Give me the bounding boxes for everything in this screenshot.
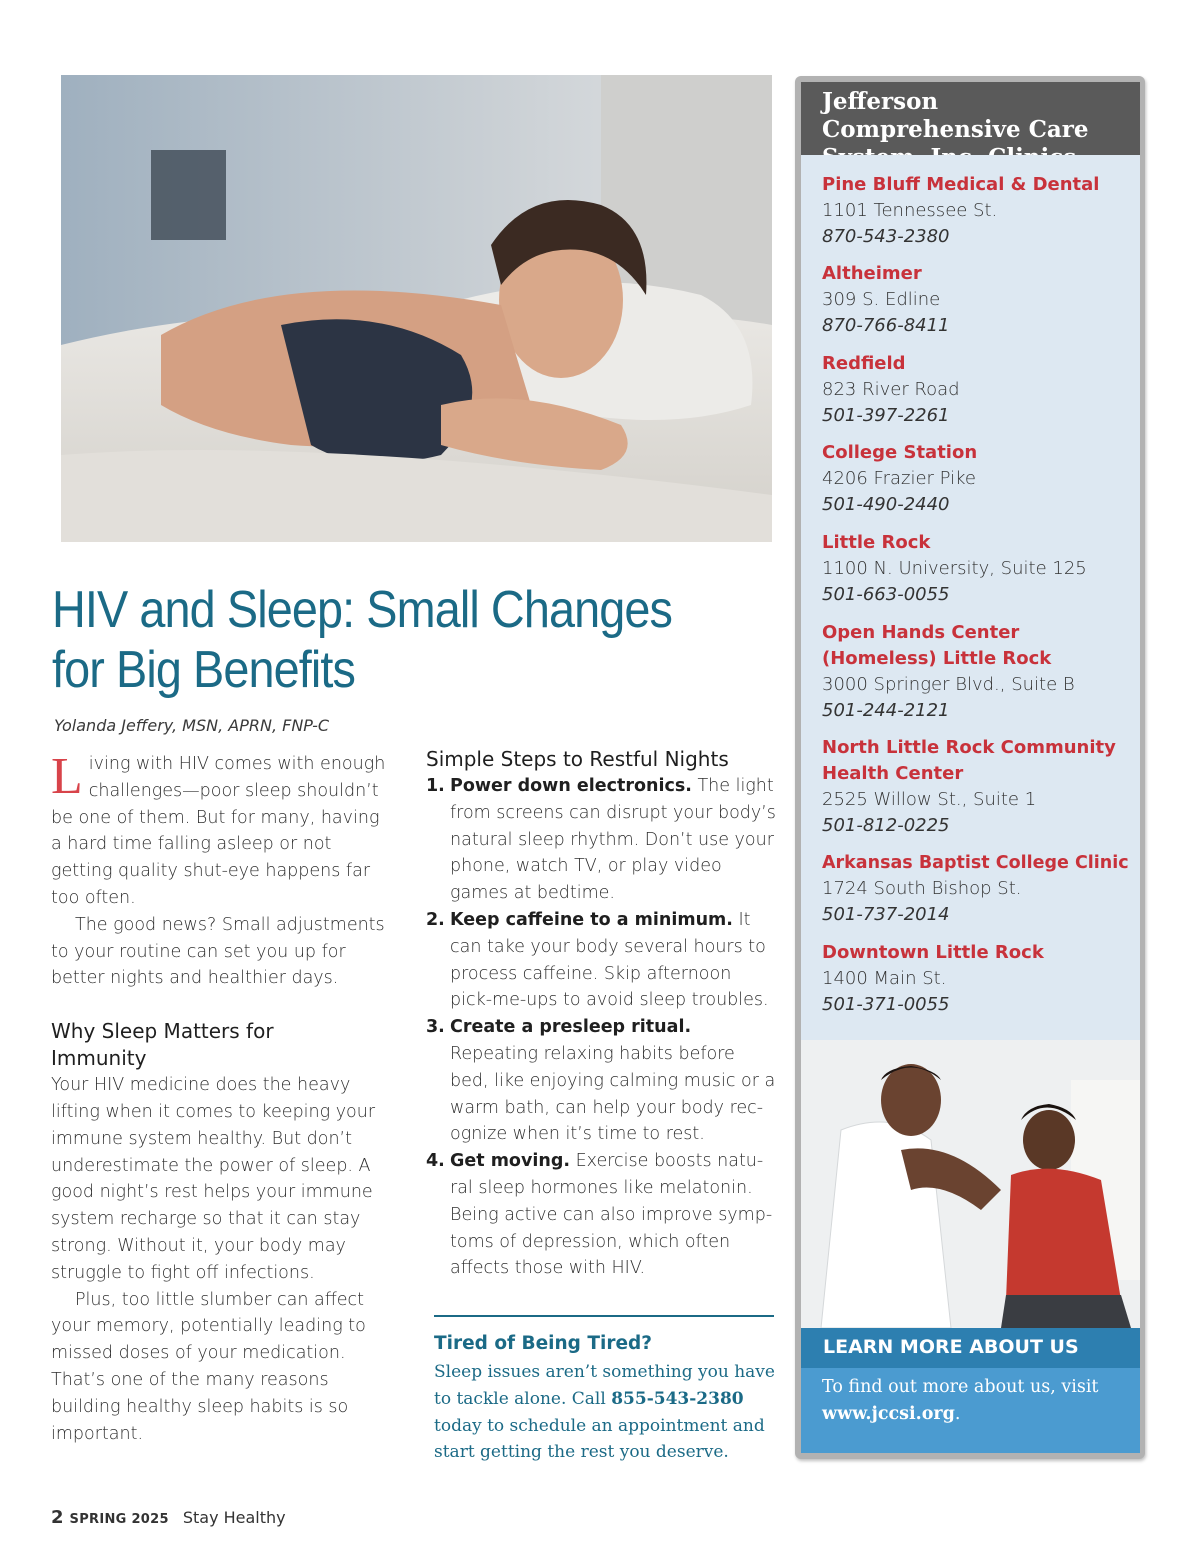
clinic-entry bbox=[822, 620, 1075, 724]
clinic-address: 309 S. Edline bbox=[822, 289, 941, 310]
learn-more-title: LEARN MORE ABOUT US bbox=[823, 1336, 1079, 1358]
clinic-name: Redfield bbox=[822, 353, 906, 374]
clinic-phone[interactable]: 870-766-8411 bbox=[822, 315, 950, 336]
clinic-phone[interactable]: 501-244-2121 bbox=[822, 700, 950, 721]
clinic-address: 2525 Willow St., Suite 1 bbox=[822, 789, 1037, 810]
immunity-paragraph-1: Your HIV medicine does the heavy lifting when it comes to keeping your immune system healthy. But don’t underestimate the power of sleep. A good night’s rest helps your immune system recharge so that it can stay strong. Without it, your body may struggle to fight off infections. bbox=[51, 1075, 376, 1283]
callout-divider bbox=[434, 1315, 774, 1317]
callout-heading: Tired of Being Tired? bbox=[434, 1333, 652, 1354]
step-text: The light from screens can disrupt your body’s natural sleep rhythm. Don’t use your phone, watch TV, or play video games at bedtime. bbox=[450, 776, 776, 904]
clinic-phone[interactable]: 501-737-2014 bbox=[822, 904, 950, 925]
clinic-name: College Station bbox=[822, 442, 978, 463]
step-number: 3. bbox=[426, 1017, 445, 1038]
clinic-entry bbox=[822, 440, 1132, 518]
clinic-address: 823 River Road bbox=[822, 379, 960, 400]
step-lead: Power down electronics. bbox=[450, 776, 692, 796]
intro-paragraph-1-text: iving with HIV comes with enough challenges—poor sleep shouldn’t be one of them. But for many, having a hard time falling asleep or not getting quality shut-eye happens far too often. bbox=[51, 754, 386, 908]
learn-more-end: . bbox=[954, 1404, 961, 1424]
callout-text-2: today to schedule an appointment and start getting the rest you deserve. bbox=[434, 1415, 765, 1463]
clinic-phone[interactable]: 501-371-0055 bbox=[822, 994, 950, 1015]
step-item bbox=[426, 907, 778, 1014]
clinic-entry bbox=[822, 351, 1132, 429]
step-item bbox=[426, 1014, 778, 1148]
website-link[interactable]: www.jccsi.org bbox=[822, 1404, 955, 1424]
step-text: Exercise boosts natural sleep hormones like melatonin. Being active can also improve symptoms of depression, which often affects those with HIV. bbox=[450, 1151, 773, 1279]
clinic-name: Little Rock bbox=[822, 532, 931, 553]
step-lead: Keep caffeine to a minimum. bbox=[450, 909, 733, 930]
step-text: Repeating relaxing habits before bed, like enjoying calming music or a warm bath, can help your body recognize when it’s time to rest. bbox=[450, 1043, 776, 1145]
clinic-name: Arkansas Baptist College Clinic bbox=[822, 853, 1129, 873]
callout-phone[interactable]: 855-543-2380 bbox=[611, 1388, 744, 1409]
clinic-list bbox=[801, 155, 1140, 1040]
clinic-entry bbox=[822, 850, 1142, 928]
step-number: 1. bbox=[426, 776, 445, 796]
clinic-phone[interactable]: 870-543-2380 bbox=[822, 226, 950, 247]
step-item bbox=[426, 773, 778, 907]
step-lead: Get moving. bbox=[450, 1151, 570, 1172]
clinic-phone[interactable]: 501-490-2440 bbox=[822, 494, 950, 515]
immunity-paragraph-2: Plus, too little slumber can affect your memory, potentially leading to missed doses of your medication. That’s one of the many reasons building healthy sleep habits is so important. bbox=[51, 1289, 366, 1444]
clinic-address: 1101 Tennessee St. bbox=[822, 200, 998, 221]
page-number: 2 bbox=[51, 1507, 64, 1528]
callout-text-1: Sleep issues aren’t something you have to tackle alone. Call bbox=[434, 1362, 775, 1409]
drop-cap: L bbox=[51, 748, 83, 805]
step-lead: Create a presleep ritual. bbox=[450, 1017, 692, 1038]
clinic-entry bbox=[822, 735, 1122, 839]
clinic-entry bbox=[822, 940, 1132, 1018]
clinic-address: 3000 Springer Blvd., Suite B bbox=[822, 674, 1075, 695]
clinic-name: North Little Rock Community Health Center bbox=[822, 737, 1116, 784]
step-number: 4. bbox=[426, 1151, 445, 1172]
clinic-entry bbox=[822, 172, 1132, 250]
section-heading-immunity: Why Sleep Matters for Immunity bbox=[51, 1019, 274, 1071]
steps-list bbox=[426, 773, 778, 1282]
hero-photo-man-sleeping bbox=[61, 75, 772, 542]
step-text: It can take your body several hours to process caffeine. Skip afternoon pick-me-ups to avoid sleep troubles. bbox=[450, 909, 769, 1011]
clinic-entry bbox=[822, 530, 1132, 608]
publication-name: Stay Healthy bbox=[182, 1508, 286, 1527]
title-line-1: HIV and Sleep: Small Changes bbox=[52, 581, 672, 639]
intro-paragraph-2: The good news? Small adjustments to your routine can set you up for better nights and healthier days. bbox=[51, 914, 385, 989]
clinic-name: Altheimer bbox=[822, 263, 922, 284]
article-column-1 bbox=[51, 748, 391, 1447]
sidebar-title: Jefferson Comprehensive Care bbox=[822, 88, 1089, 143]
clinic-phone[interactable]: 501-397-2261 bbox=[822, 405, 950, 426]
title-line-2: for Big Benefits bbox=[52, 641, 355, 699]
clinic-name: Pine Bluff Medical & Dental bbox=[822, 174, 1100, 195]
intro-paragraph-1 bbox=[51, 748, 391, 912]
section-heading-steps: Simple Steps to Restful Nights bbox=[426, 747, 729, 771]
step-item bbox=[426, 1148, 778, 1282]
callout-body bbox=[434, 1359, 779, 1466]
clinic-address: 4206 Frazier Pike bbox=[822, 468, 976, 489]
clinic-name: Downtown Little Rock bbox=[822, 942, 1044, 963]
page-footer bbox=[51, 1507, 286, 1528]
clinic-phone[interactable]: 501-812-0225 bbox=[822, 815, 950, 836]
photo-doctor-with-patient bbox=[801, 1040, 1140, 1328]
clinic-phone[interactable]: 501-663-0055 bbox=[822, 584, 950, 605]
clinic-name: Open Hands Center (Homeless) Little Rock bbox=[822, 622, 1052, 669]
clinic-address: 1100 N. University, Suite 125 bbox=[822, 558, 1087, 579]
learn-more-copy: To find out more about us, visit bbox=[822, 1377, 1099, 1397]
clinic-address: 1724 South Bishop St. bbox=[822, 878, 1022, 899]
issue-season: SPRING 2025 bbox=[69, 1512, 169, 1527]
byline: Yolanda Jeffery, MSN, APRN, FNP-C bbox=[54, 716, 330, 735]
step-number: 2. bbox=[426, 909, 445, 930]
learn-more-text bbox=[822, 1374, 1122, 1428]
article-title bbox=[52, 580, 682, 700]
article-column-2 bbox=[426, 746, 778, 1282]
clinic-address: 1400 Main St. bbox=[822, 968, 947, 989]
clinic-entry bbox=[822, 261, 1132, 339]
